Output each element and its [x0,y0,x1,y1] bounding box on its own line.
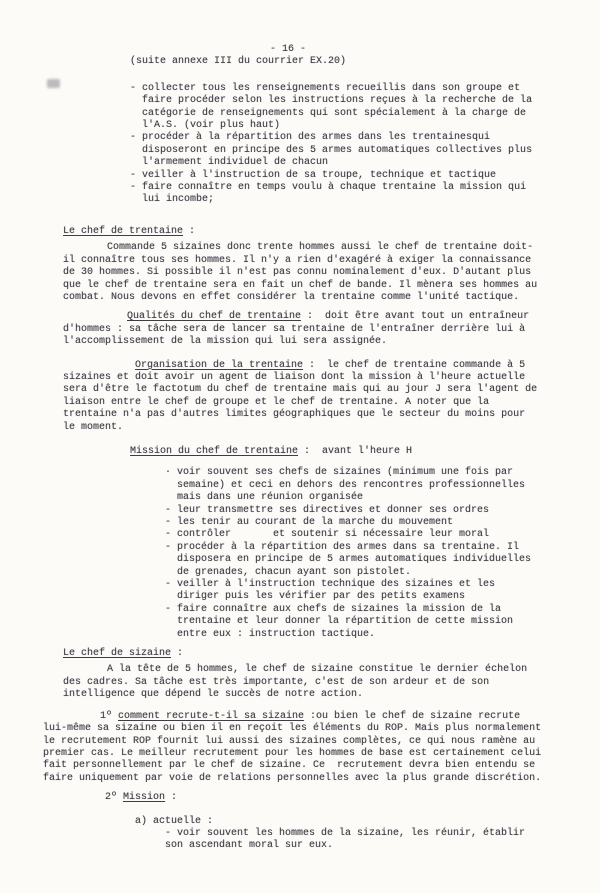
recrutement-text: :ou bien le chef de sizaine recrute lui-même sa sizaine ou bien il en reçoit les éléments du ROP. Mais plus normalement le recrutement ROP fournit lui aussi des sizaines complètes, ce qui nous ramène au premier cas. Le meilleur recrutement pour les hommes de base est certainement celui fait personnellement par le chef de sizaine. Ce recrutement devra bien entendu se faire uniquement par voie de relations personnelles avec la plus grande discrétion. [43,710,548,784]
mission-item: - les tenir au courant de la marche du mouvement [165,517,454,528]
duties-item: - procéder à la répartition des armes dans les trentainesqui disposeront en principe des 5 armes automatiques collectives plus l'armement individuel de chacun [130,132,539,169]
recrutement-prefix: 1º [100,710,119,722]
heading-mission-sizaine [105,792,543,804]
inline-heading-recrutement: comment recrute-t-il sa sizaine [118,710,305,722]
inline-heading-mission: Mission du chef de trentaine [130,445,299,457]
organisation-text: : le chef de trentaine commande à 5 sizaines et doit avoir un agent de liaison dont la mission à l'heure actuelle sera d'être le factotum du chef de trentaine mais qui au jour J sera l'agent de liaison entre le chef de groupe et le chef de trentaine. A noter que la trentaine n'a pas d'autres limites géographiques que le secteur du moins pour le moment. [63,359,544,433]
paragraph-recrutement [43,710,548,785]
heading-suffix: : [171,648,184,660]
section-heading-chef-sizaine [63,648,543,660]
duties-item: - veiller à l'instruction de sa troupe, technique et tactique [130,169,497,181]
mission-heading-suffix: : avant l'heure H [298,445,413,457]
heading-mission-chef-trentaine [130,446,543,458]
qualites-text: : doit être avant tout un entraîneur d'hommes : sa tâche sera de lancer sa trentaine de l'entraîner derrière lui à l'accomplissement de la mission qui lui sera assignée. [63,311,536,348]
heading-title: Le chef de trentaine [63,225,184,237]
page-number: - 16 - [270,44,307,55]
paragraph-qualites [63,311,543,348]
mission-item: · voir souvent ses chefs de sizaines (minimum une fois par semaine) et ceci en dehors des rencontres professionnelles mais dans une réunion organisée [165,467,532,504]
mission2-sub-label: a) actuelle : [135,815,214,827]
heading-title: Le chef de sizaine [63,648,172,660]
scan-smudge-artifact [47,79,60,88]
heading-suffix: : [183,225,196,237]
mission-item: - contrôler et soutenir si nécessaire leur moral [165,529,490,541]
section-heading-chef-trentaine [63,226,543,238]
page-subtitle: (suite annexe III du courrier EX.20) [130,56,347,68]
mission-item: - procéder à la répartition des armes dans sa trentaine. Il disposera en principe de 5 armes automatiques individuelles de grenades, chacun ayant son pistolet. [165,541,538,578]
mission-item: - veiller à l'instruction technique des sizaines et les diriger puis les vérifier par des petits examens [165,579,502,603]
mission-item: - leur transmettre ses directives et donner ses ordres [165,504,490,516]
inline-heading-mission2: Mission [123,792,166,804]
duties-item: - collecter tous les renseignements recueillis dans son groupe et faire procéder selon les instructions reçues à la recherche de la catégorie de renseignements qui sont spécialement à la charge de l'A.S. (voir plus haut) [130,82,539,132]
mission2-item: - voir souvent les hommes de la sizaine, les réunir, établir son ascendant moral sur eux. [165,827,526,852]
mission-item: - faire connaître aux chefs de sizaines la mission de la trentaine et leur donner la répartition de cette mission entre eux : instruction tactique. [165,603,520,640]
mission2-prefix: 2º [105,792,124,804]
mission2-suffix: : [165,792,178,804]
paragraph-organisation [63,360,543,434]
duties-list [130,83,543,207]
mission-trentaine-list [165,467,543,641]
mission-sizaine-list [165,828,543,853]
inline-heading-qualites: Qualités du chef de trentaine [127,311,302,323]
duties-item: - faire connaître en temps voulu à chaque trentaine la mission qui lui incombe; [130,182,533,206]
paragraph-trentaine-intro: Commande 5 sizaines donc trente hommes aussi le chef de trentaine doit-il connaître tous ses hommes. Il n'y a rien d'exagéré à exiger la connaissance de 30 hommes. Si possible il n'est pas connu nominalement d'eux. D'autant plus que le chef de trentaine sera en fait un chef de bande. Il mènera ses hommes au combat. Nous devons en effet considérer la trentaine comme l'unité tactique. [63,242,544,303]
paragraph-sizaine-intro: A la tête de 5 hommes, le chef de sizaine constitue le dernier échelon des cadres. Sa tâche est très importante, c'est de son ardeur et de son intelligence que dépend le succès de notre action. [63,664,534,701]
inline-heading-organisation: Organisation de la trentaine [135,359,304,371]
